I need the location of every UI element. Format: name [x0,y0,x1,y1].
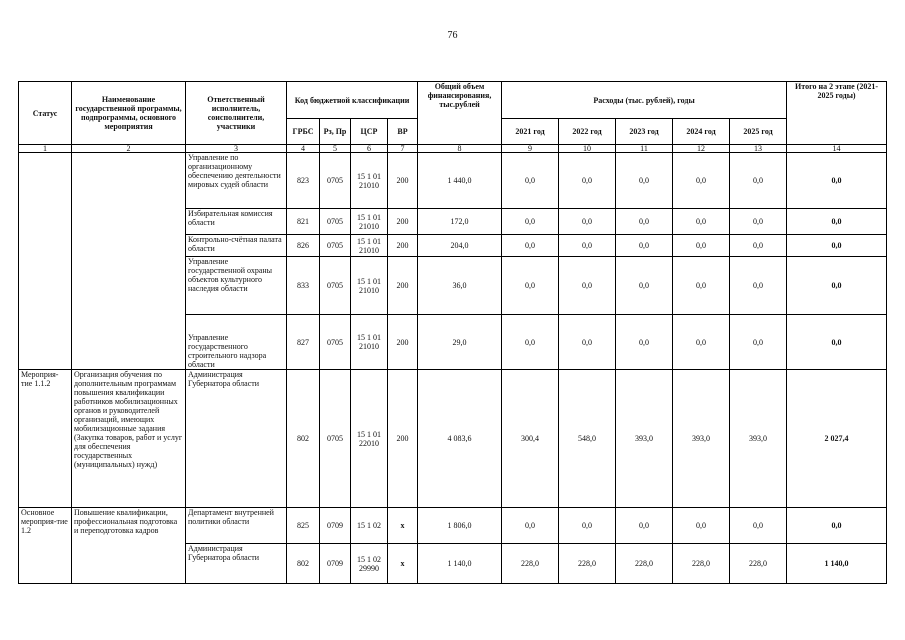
header-y2025: 2025 год [730,119,787,145]
row-total: 204,0 [418,235,502,257]
row-y2021: 228,0 [502,544,559,584]
row-y2021: 300,4 [502,370,559,508]
row-y2023: 0,0 [616,508,673,544]
row-vr: 200 [388,153,418,209]
row-rzpr: 0705 [320,209,351,235]
row-csr: 15 1 01 21010 [351,257,388,315]
row-total: 1 806,0 [418,508,502,544]
col-num: 8 [418,145,502,153]
col-num: 2 [72,145,186,153]
row-grbs: 802 [287,370,320,508]
row-rzpr: 0709 [320,508,351,544]
row-y2023: 0,0 [616,153,673,209]
row-stage: 0,0 [787,235,887,257]
row-stage: 0,0 [787,209,887,235]
header-grbs: ГРБС [287,119,320,145]
row-y2021: 0,0 [502,209,559,235]
row-stage: 0,0 [787,508,887,544]
col-num: 13 [730,145,787,153]
row-y2022: 0,0 [559,257,616,315]
row-y2025: 228,0 [730,544,787,584]
row-executor: Контрольно-счётная палата области [186,235,287,257]
row-status [19,153,72,370]
header-executor: Ответственный исполнитель, соисполнители, участники [186,82,287,145]
col-num: 4 [287,145,320,153]
row-total: 172,0 [418,209,502,235]
row-executor: Управление по организационному обеспечению деятельности мировых судей области [186,153,287,209]
row-csr: 15 1 01 21010 [351,235,388,257]
row-y2024: 228,0 [673,544,730,584]
row-rzpr: 0705 [320,370,351,508]
row-status: Основное мероприя-тие 1.2 [19,508,72,584]
header-total-volume: Общий объем финансирования, тыс.рублей [418,82,502,145]
row-y2021: 0,0 [502,315,559,370]
table-row [19,370,887,508]
row-vr: 200 [388,370,418,508]
header-y2022: 2022 год [559,119,616,145]
row-grbs: 833 [287,257,320,315]
row-rzpr: 0705 [320,153,351,209]
row-y2021: 0,0 [502,235,559,257]
row-vr: х [388,544,418,584]
header-total-stage: Итого на 2 этапе (2021-2025 годы) [787,82,887,145]
col-num: 9 [502,145,559,153]
col-num: 12 [673,145,730,153]
header-csr: ЦСР [351,119,388,145]
row-csr: 15 1 01 21010 [351,315,388,370]
col-num: 14 [787,145,887,153]
header-vr: ВР [388,119,418,145]
row-stage: 0,0 [787,153,887,209]
row-stage: 0,0 [787,257,887,315]
budget-table [18,81,887,584]
header-expenses: Расходы (тыс. рублей), годы [502,82,787,119]
row-y2022: 548,0 [559,370,616,508]
header-budget-code: Код бюджетной классификации [287,82,418,119]
header-y2021: 2021 год [502,119,559,145]
table-row [19,508,887,544]
row-y2024: 393,0 [673,370,730,508]
row-executor: Управление государственной охраны объектов культурного наследия области [186,257,287,315]
row-y2025: 0,0 [730,508,787,544]
row-total: 4 083,6 [418,370,502,508]
row-y2025: 0,0 [730,257,787,315]
row-rzpr: 0705 [320,257,351,315]
row-csr: 15 1 01 22010 [351,370,388,508]
row-y2022: 0,0 [559,508,616,544]
row-y2023: 0,0 [616,257,673,315]
header-y2024: 2024 год [673,119,730,145]
row-y2023: 0,0 [616,235,673,257]
row-total: 1 440,0 [418,153,502,209]
header-rzpr: Рз, Пр [320,119,351,145]
row-y2024: 0,0 [673,257,730,315]
row-y2025: 0,0 [730,153,787,209]
row-vr: 200 [388,257,418,315]
row-executor: Избирательная комиссия области [186,209,287,235]
row-grbs: 825 [287,508,320,544]
row-y2025: 0,0 [730,209,787,235]
row-y2023: 393,0 [616,370,673,508]
row-executor: Администрация Губернатора области [186,370,287,508]
row-total: 29,0 [418,315,502,370]
row-executor: Администрация Губернатора области [186,544,287,584]
row-grbs: 802 [287,544,320,584]
row-rzpr: 0705 [320,315,351,370]
row-y2022: 0,0 [559,235,616,257]
row-y2024: 0,0 [673,508,730,544]
row-stage: 0,0 [787,315,887,370]
row-y2023: 228,0 [616,544,673,584]
row-csr: 15 1 01 21010 [351,209,388,235]
row-vr: х [388,508,418,544]
row-y2024: 0,0 [673,315,730,370]
col-num: 5 [320,145,351,153]
row-y2021: 0,0 [502,257,559,315]
row-y2024: 0,0 [673,153,730,209]
row-vr: 200 [388,235,418,257]
header-y2023: 2023 год [616,119,673,145]
row-grbs: 823 [287,153,320,209]
row-vr: 200 [388,315,418,370]
row-y2023: 0,0 [616,209,673,235]
row-csr: 15 1 02 [351,508,388,544]
header-status: Статус [19,82,72,145]
row-csr: 15 1 02 29990 [351,544,388,584]
row-y2024: 0,0 [673,235,730,257]
row-total: 36,0 [418,257,502,315]
row-stage: 1 140,0 [787,544,887,584]
col-num: 6 [351,145,388,153]
page-number: 76 [447,30,458,41]
row-name: Повышение квалификации, профессиональная подготовка и переподготовка кадров [72,508,186,584]
row-rzpr: 0709 [320,544,351,584]
row-y2022: 228,0 [559,544,616,584]
table-row [19,153,887,209]
row-grbs: 821 [287,209,320,235]
row-total: 1 140,0 [418,544,502,584]
row-rzpr: 0705 [320,235,351,257]
row-y2025: 393,0 [730,370,787,508]
column-numbers-row [19,145,887,153]
row-executor: Департамент внутренней политики области [186,508,287,544]
header-name: Наименование государственной программы, подпрограммы, основного мероприятия [72,82,186,145]
row-name: Организация обучения по дополнительным программам повышения квалификации работников мобилизационных органов и руководителей организаций, имеющих мобилизационные задания (Закупка товаров, работ и услуг для обеспечения государственных (муниципальных) нужд) [72,370,186,508]
row-y2025: 0,0 [730,315,787,370]
row-status: Мероприя-тие 1.1.2 [19,370,72,508]
col-num: 3 [186,145,287,153]
row-grbs: 827 [287,315,320,370]
row-y2024: 0,0 [673,209,730,235]
row-y2022: 0,0 [559,315,616,370]
row-name [72,153,186,370]
row-y2021: 0,0 [502,153,559,209]
row-y2025: 0,0 [730,235,787,257]
row-grbs: 826 [287,235,320,257]
col-num: 10 [559,145,616,153]
col-num: 7 [388,145,418,153]
col-num: 1 [19,145,72,153]
row-vr: 200 [388,209,418,235]
row-y2023: 0,0 [616,315,673,370]
row-y2022: 0,0 [559,209,616,235]
row-y2021: 0,0 [502,508,559,544]
row-csr: 15 1 01 21010 [351,153,388,209]
row-executor: Управление государственного строительного надзора области [186,315,287,370]
col-num: 11 [616,145,673,153]
row-y2022: 0,0 [559,153,616,209]
row-stage: 2 027,4 [787,370,887,508]
